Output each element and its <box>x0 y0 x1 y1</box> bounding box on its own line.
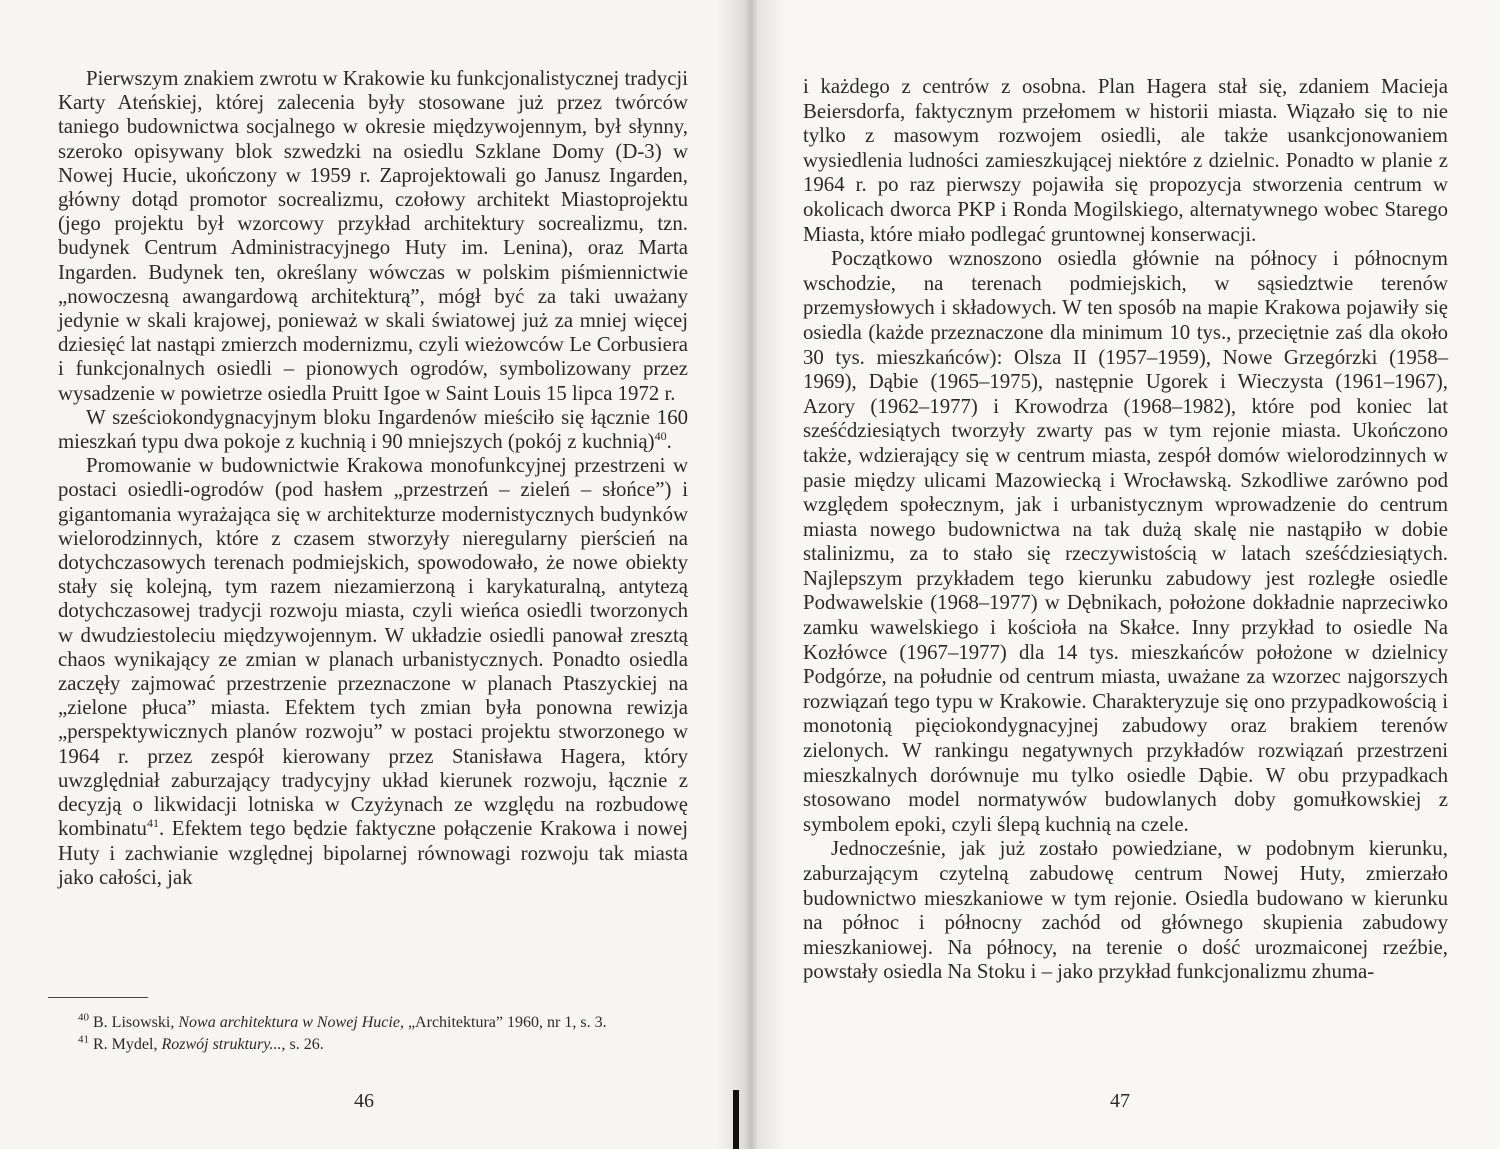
footnote-author: B. Lisowski, <box>93 1014 179 1031</box>
footnote <box>78 1034 698 1056</box>
page-number: 46 <box>354 1090 374 1112</box>
paragraph: i każdego z centrów z osobna. Plan Hagera stał się, zdaniem Macieja Beiersdorfa, faktycznym przełomem w historii miasta. Wiązało się to nie tylko z masowym rozwojem osiedli, ale także usankcjonowaniem wysiedlenia ludności zamieszkującej niektóre z dzielnic. Ponadto w planie z 1964 r. po raz pierwszy pojawiła się propozycja stworzenia centrum w okolicach dworca PKP i Ronda Mogilskiego, alternatywnego wobec Starego Miasta, które miało podlegać gruntownej konserwacji. <box>803 75 1448 246</box>
footnote-number: 41 <box>78 1033 89 1046</box>
paragraph-text: Promowanie w budownictwie Krakowa monofunkcyjnej przestrzeni w postaci osiedli-ogrodów (pod hasłem „przestrzeń – zieleń – słońce”) i gigantomania wyrażająca się w architekturze modernistycznych budynków wielorodzinnych, które z czasem stworzyły nieregularny pierścień na dotychczasowych terenach podmiejskich, spowodowało, że nowe obiekty stały się kolejną, tym razem niezamierzoną i karykaturalną, antytezą dotychczasowej tradycji rozwoju miasta, czyli wieńca osiedli tworzonych w dwudziestoleciu międzywojennym. W układzie osiedli panował zresztą chaos wynikający ze zmian w planach urbanistycznych. Ponadto osiedla zaczęły zajmować przestrzenie przeznaczone w planach Ptaszyckiej na „zielone płuca” miasta. Efektem tych zmian była ponowna rewizja „perspektywicznych planów rozwoju” w postaci projektu stworzonego w 1964 r. przez zespół kierowany przez Stanisława Hagera, który uwzględniał zaburzający tradycyjny układ kierunek rozwoju, łącznie z decyzją o likwidacji lotniska w Czyżynach ze względu na rozbudowę kombinatu <box>58 454 688 841</box>
page-number: 47 <box>1110 1090 1130 1112</box>
footnote-title: Nowa architektura w Nowej Hucie <box>178 1014 400 1031</box>
left-page-body <box>58 67 688 890</box>
footnote-number: 40 <box>78 1011 89 1024</box>
footnote-ref: 40 <box>654 429 667 444</box>
footnote-author: R. Mydel, <box>93 1036 162 1053</box>
footnote-divider <box>48 997 148 998</box>
paragraph-text: Efektem tego będzie faktyczne połączenie Krakowa i nowej Huty i zachwianie względnej bipolarnej równowagi rozwoju tak miasta jako całości, jak <box>58 817 688 889</box>
footnote-ref: 41 <box>146 816 159 831</box>
paragraph: Początkowo wznoszono osiedla głównie na północy i północnym wschodzie, na terenach podmiejskich, w sąsiedztwie terenów przemysłowych i składowych. W ten sposób na mapie Krakowa pojawiły się osiedla (każde przeznaczone dla minimum 10 tys., przeciętnie zaś dla około 30 tys. mieszkańców): Olsza II (1957–1959), Nowe Grzegórzki (1958–1969), Dąbie (1965–1975), następnie Ugorek i Wieczysta (1961–1967), Azory (1962–1977) i Krowodrza (1968–1982), które pod koniec lat sześćdziesiątych tworzyły zwarty pas w tym rejonie miasta. Ukończono także, wdzierający się w centrum miasta, zespół domów wielorodzinnych w pasie między ulicami Mazowiecką i Wrocławską. Szkodliwe zarówno pod względem społecznym, jak i urbanistycznym wprowadzenie do centrum miasta nowego budownictwa na tak dużą skalę nie nastąpiło w dobie stalinizmu, za to stało się rzeczywistością w latach sześćdziesiątych. Najlepszym przykładem tego kierunku zabudowy jest rozległe osiedle Podwawelskie (1968–1977) w Dębnikach, położone dokładnie naprzeciwko zamku wawelskiego i kościoła na Skałce. Inny przykład to osiedle Na Kozłówce (1967–1977) dla 14 tys. mieszkańców położone w dzielnicy Podgórze, na południe od centrum miasta, uważane za wzorzec najgorszych rozwiązań tego typu w Krakowie. Charakteryzuje się ono przypadkowością i monotonią pięciokondygnacyjnej zabudowy oraz brakiem terenów zielonych. W rankingu negatywnych przykładów rozwiązań przestrzeni mieszkalnych dorównuje mu tylko osiedle Dąbie. W obu przypadkach stosowano model normatywów budowlanych doby gomułkowskiej z symbolem epoki, czyli ślepą kuchnią na czele. <box>803 247 1448 836</box>
left-page <box>0 0 746 1149</box>
paragraph: Promowanie w budownictwie Krakowa monofunkcyjnej przestrzeni w postaci osiedli-ogrodów (pod hasłem „przestrzeń – zieleń – słońce”) i gigantomania wyrażająca się w architekturze modernistycznych budynków wielorodzinnych, które z czasem stworzyły nieregularny pierścień na dotychczasowych terenach podmiejskich, spowodowało, że nowe obiekty stały się kolejną, tym razem niezamierzoną i karykaturalną, antytezą dotychczasowej tradycji rozwoju miasta, czyli wieńca osiedli tworzonych w dwudziestoleciu międzywojennym. W układzie osiedli panował zresztą chaos wynikający ze zmian w planach urbanistycznych. Ponadto osiedla zaczęły zajmować przestrzenie przeznaczone w planach Ptaszyckiej na „zielone płuca” miasta. Efektem tych zmian była ponowna rewizja „perspektywicznych planów rozwoju” w postaci projektu stworzonego w 1964 r. przez zespół kierowany przez Stanisława Hagera, który uwzględniał zaburzający tradycyjny układ kierunek rozwoju, łącznie z decyzją o likwidacji lotniska w Czyżynach ze względu na rozbudowę kombinatu$^{41}$. Efektem tego będzie faktyczne połączenie Krakowa i nowej Huty i zachwianie względnej bipolarnej równowagi rozwoju tak miasta jako całości, jak <box>58 454 688 889</box>
footnote <box>78 1012 698 1034</box>
paragraph: Jednocześnie, jak już zostało powiedziane, w podobnym kierunku, zaburzającym czytelną zabudowę centrum Nowej Huty, zmierzało budownictwo mieszkaniowe w tym rejonie. Osiedla budowano w kierunku na północ i północny zachód od głównego skupienia zabudowy mieszkaniowej. Na północy, na terenie o dość urozmaiconej rzeźbie, powstały osiedla Na Stoku i – jako przykład funkcjonalizmu zhuma- <box>803 837 1448 984</box>
footnote-rest: , s. 26. <box>281 1036 324 1053</box>
paragraph: Pierwszym znakiem zwrotu w Krakowie ku funkcjonalistycznej tradycji Karty Ateńskiej, której zalecenia były stosowane już przez twórców taniego budownictwa socjalnego w okresie międzywojennym, był słynny, szeroko opisywany blok szwedzki na osiedlu Szklane Domy (D-3) w Nowej Hucie, ukończony w 1959 r. Zaprojektowali go Janusz Ingarden, główny dotąd promotor socrealizmu, czołowy architekt Miastoprojektu (jego projektu był wzorcowy przykład architektury socrealizmu, tzn. budynek Centrum Administracyjnego Huty im. Lenina), oraz Marta Ingarden. Budynek ten, określany wówczas w polskim piśmiennictwie „nowoczesną awangardową architekturą”, mógł być za taki uważany jedynie w skali krajowej, ponieważ w skali światowej już za mniej więcej dziesięć lat nastąpi zmierzch modernizmu, czyli wieżowców Le Corbusiera i funkcjonalnych osiedli – pionowych ogrodów, symbolizowany przez wysadzenie w powietrze osiedla Pruitt Igoe w Saint Louis 15 lipca 1972 r. <box>58 67 688 405</box>
footnotes <box>78 1012 698 1056</box>
right-page-body <box>803 75 1448 985</box>
spine-edge <box>733 1090 739 1149</box>
footnote-rest: , „Architektura” 1960, nr 1, s. 3. <box>399 1014 607 1031</box>
paragraph: W sześciokondygnacyjnym bloku Ingardenów mieściło się łącznie 160 mieszkań typu dwa pokoje z kuchnią i 90 mniejszych (pokój z kuchnią)$^{40}$. <box>58 405 688 454</box>
footnote-title: Rozwój struktury... <box>161 1036 282 1053</box>
paragraph-text: W sześciokondygnacyjnym bloku Ingardenów mieściło się łącznie 160 mieszkań typu dwa pokoje z kuchnią i 90 mniejszych (pokój z kuchnią) <box>58 405 688 454</box>
